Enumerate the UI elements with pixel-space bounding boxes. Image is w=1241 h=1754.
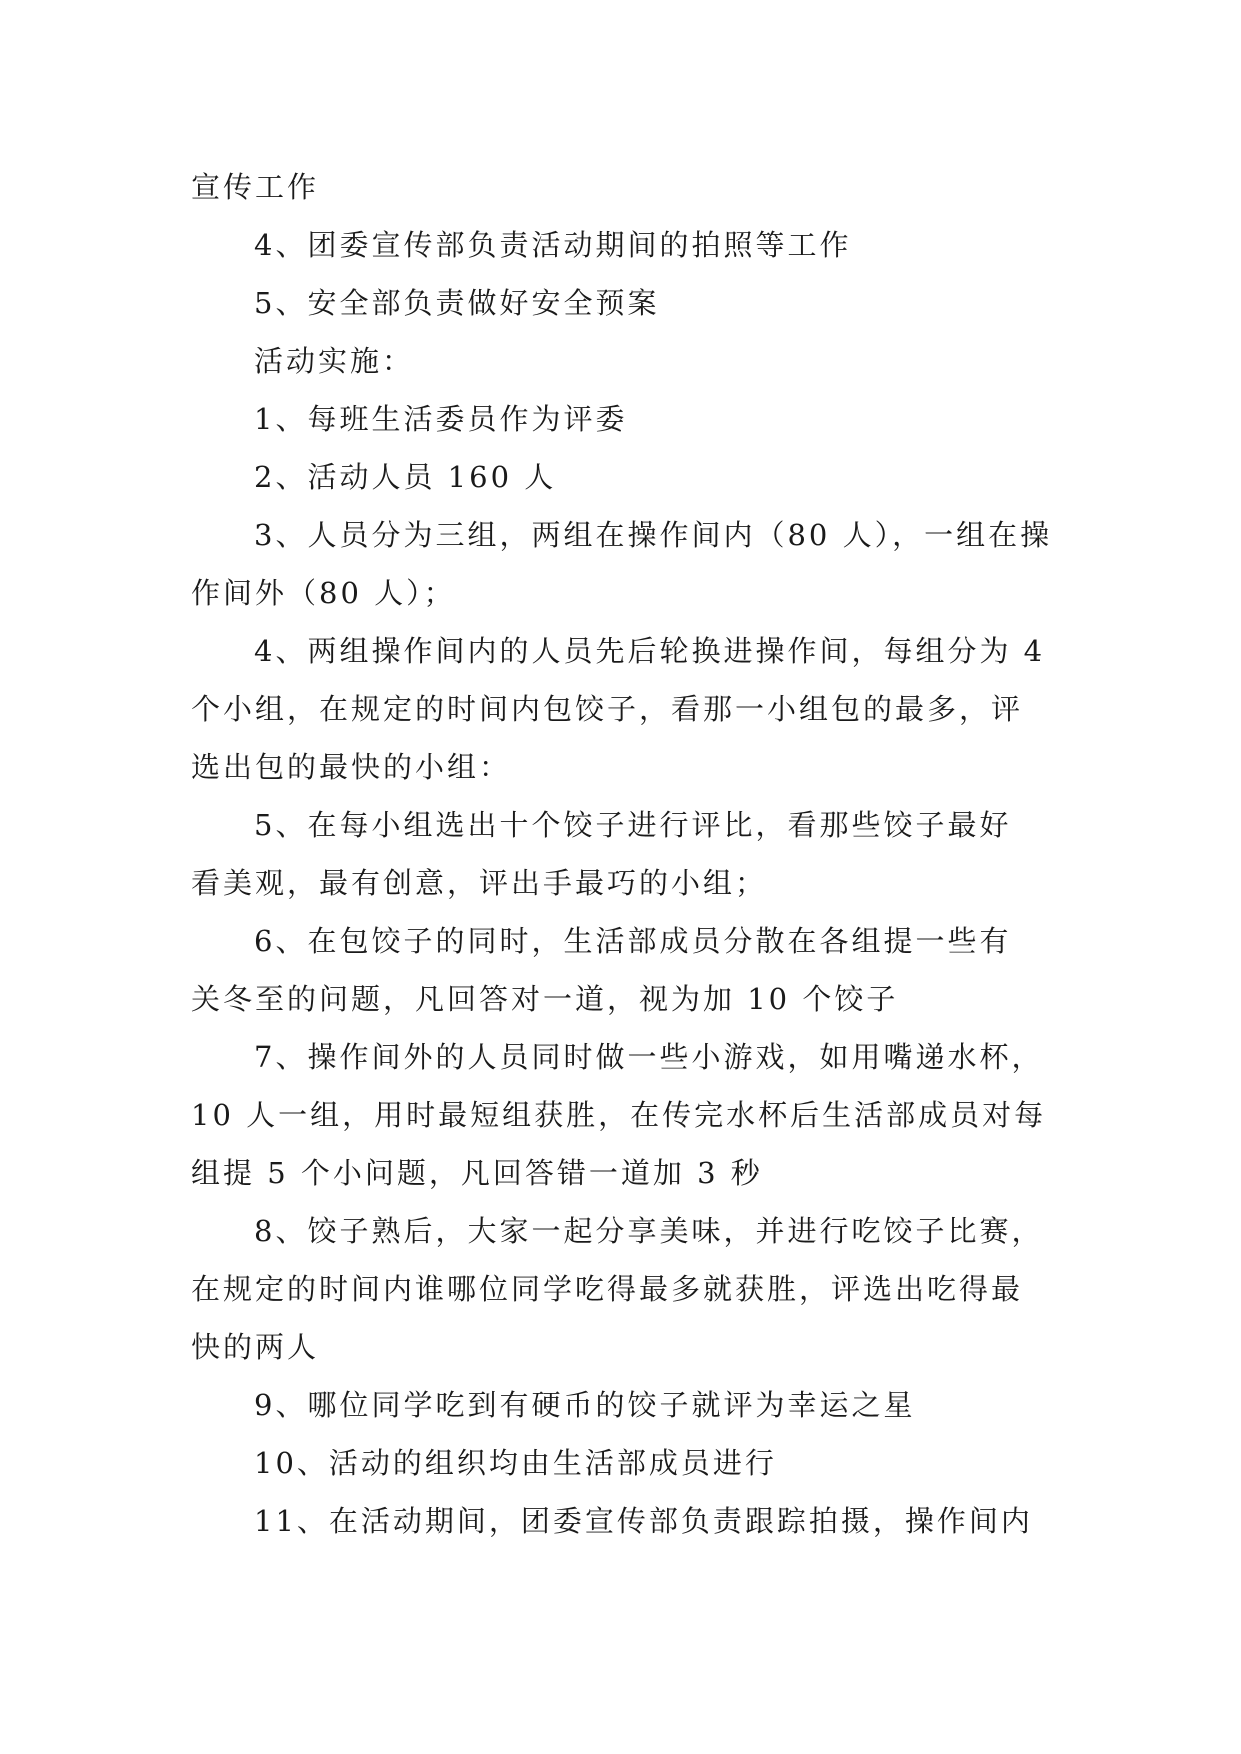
paragraph-line: 9、哪位同学吃到有硬币的饺子就评为幸运之星: [254, 1388, 916, 1422]
paragraph-line: 选出包的最快的小组：: [191, 750, 512, 784]
paragraph-line: 11、在活动期间，团委宣传部负责跟踪拍摄，操作间内: [254, 1504, 1033, 1538]
section-heading: 活动实施：: [254, 344, 415, 378]
paragraph-line: 10 人一组，用时最短组获胜，在传完水杯后生活部成员对每: [191, 1098, 1047, 1132]
paragraph-line: 2、活动人员 160 人: [254, 460, 557, 494]
paragraph-line: 宣传工作: [191, 170, 320, 204]
paragraph-line: 6、在包饺子的同时，生活部成员分散在各组提一些有: [254, 924, 1012, 958]
paragraph-line: 3、人员分为三组，两组在操作间内（80 人），一组在操: [254, 518, 1053, 552]
paragraph-line: 作间外（80 人）；: [191, 576, 456, 610]
paragraph-line: 关冬至的问题，凡回答对一道，视为加 10 个饺子: [191, 982, 899, 1016]
paragraph-line: 7、操作间外的人员同时做一些小游戏，如用嘴递水杯，: [254, 1040, 1044, 1074]
paragraph-line: 5、安全部负责做好安全预案: [254, 286, 660, 320]
paragraph-line: 1、每班生活委员作为评委: [254, 402, 628, 436]
paragraph-line: 5、在每小组选出十个饺子进行评比，看那些饺子最好: [254, 808, 1012, 842]
paragraph-line: 10、活动的组织均由生活部成员进行: [254, 1446, 777, 1480]
document-body: [191, 158, 1051, 1550]
paragraph-line: 8、饺子熟后，大家一起分享美味，并进行吃饺子比赛，: [254, 1214, 1044, 1248]
paragraph-line: 看美观，最有创意，评出手最巧的小组；: [191, 866, 768, 900]
paragraph-line: 在规定的时间内谁哪位同学吃得最多就获胜，评选出吃得最: [191, 1272, 1024, 1306]
paragraph-line: 4、两组操作间内的人员先后轮换进操作间，每组分为 4: [254, 634, 1046, 668]
paragraph-line: 4、团委宣传部负责活动期间的拍照等工作: [254, 228, 852, 262]
paragraph-line: 个小组，在规定的时间内包饺子，看那一小组包的最多，评: [191, 692, 1024, 726]
paragraph-line: 组提 5 个小问题，凡回答错一道加 3 秒: [191, 1156, 763, 1190]
paragraph-line: 快的两人: [191, 1330, 320, 1364]
